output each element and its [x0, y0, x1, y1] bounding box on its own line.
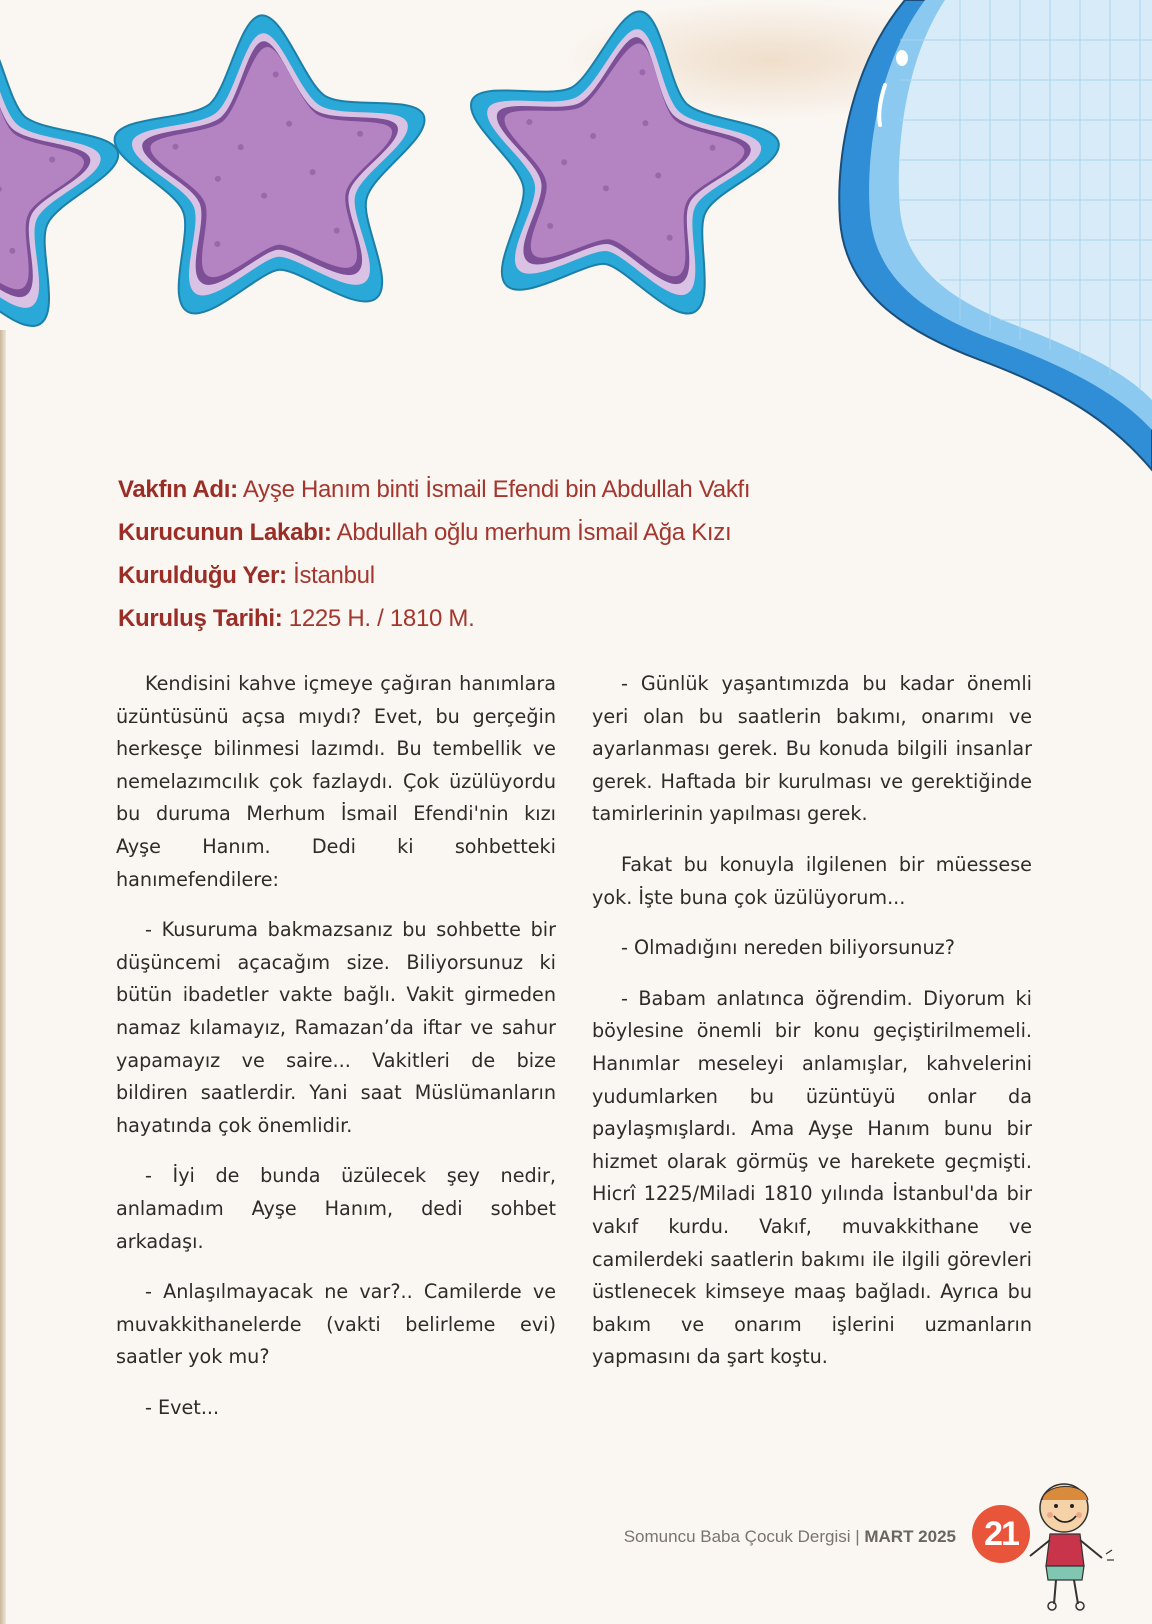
- info-location: Kurulduğu Yer: İstanbul: [118, 562, 375, 589]
- magazine-name: Somuncu Baba Çocuk Dergisi |: [623, 1527, 865, 1546]
- info-date: Kuruluş Tarihi: 1225 H. / 1810 M.: [118, 605, 475, 632]
- starfish-icon: [446, 0, 794, 323]
- header-illustration: [0, 0, 1152, 480]
- footer-magazine: [624, 1527, 956, 1547]
- paragraph: - İyi de bunda üzülecek şey nedir, anlamadım Ayşe Hanım, dedi sohbet arkadaşı.: [116, 1164, 556, 1253]
- foundation-info: [118, 468, 878, 640]
- mascot-boy-icon: [1022, 1478, 1122, 1618]
- paragraph: - Kusuruma bakmazsanız bu sohbette bir düşüncemi açacağım size. Biliyorsunuz ki bütün ibadetler vakte bağlı. Vakit girmeden namaz kılamayız, Ramazan’da iftar ve sahur yapamayız ve saire... Vakitleri de bize bildiren saatlerdir. Yani saat Müslümanların hayatında çok önemlidir.: [116, 918, 556, 1137]
- paragraph: Kendisini kahve içmeye çağıran hanımlara üzüntüsünü açsa mıydı? Evet, bu gerçeğin herkesçe bilinmesi lazımdı. Bu tembellik ve nemelazımcılık çok fazlaydı. Çok üzülüyordu bu duruma Merhum İsmail Efendi'nin kızı Ayşe Hanım. Dedi ki sohbetteki hanımefendilere:: [116, 672, 556, 891]
- paragraph: - Babam anlatınca öğrendim. Diyorum ki böylesine önemli bir konu geçiştirilmemeli. Hanımlar meseleyi anlamışlar, kahvelerini yudumlarken bu üzüntüyü onlar da paylaşmışlardı. Ama Ayşe Hanım bunu bir hizmet olarak görmüş ve harekete geçmişti. Hicrî 1225/Miladi 1810 yılında İstanbul'da bir vakıf kurdu. Vakıf, muvakkithane ve camilerdeki saatlerin bakımı ile ilgili görevleri üstlenecek kimseye maaş bağladı. Ayrıca bu bakım ve onarım işlerini uzmanların yapmasını da şart koştu.: [592, 986, 1032, 1369]
- page-edge-shadow: [0, 330, 6, 1624]
- paragraph: Fakat bu konuyla ilgilenen bir müessese yok. İşte buna çok üzülüyorum...: [592, 852, 1032, 909]
- page-number: 21: [972, 1505, 1030, 1563]
- article-column-left: [116, 668, 556, 1442]
- info-founder-title: Kurucunun Lakabı: Abdullah oğlu merhum İsmail Ağa Kızı: [118, 519, 732, 546]
- paragraph: - Olmadığını nereden biliyorsunuz?: [621, 936, 955, 960]
- info-foundation-name: Vakfın Adı: Ayşe Hanım binti İsmail Efendi bin Abdullah Vakfı: [118, 476, 751, 503]
- article-column-right: [592, 668, 1032, 1392]
- issue-month: MART 2025: [864, 1527, 956, 1546]
- pool-icon: [839, 0, 1152, 470]
- paragraph: - Anlaşılmayacak ne var?.. Camilerde ve muvakkithanelerde (vakti belirleme evi) saatler yok mu?: [116, 1280, 556, 1369]
- paragraph: - Günlük yaşantımızda bu kadar önemli yeri olan bu saatlerin bakımı, onarımı ve ayarlanması gerek. Bu konuda bilgili insanlar gerek. Haftada bir kurulması ve gerektiğinde tamirlerinin yapılması gerek.: [592, 672, 1032, 826]
- starfish-icon: [107, 5, 437, 319]
- paragraph: - Evet...: [145, 1395, 220, 1419]
- starfish-icon: [0, 10, 130, 334]
